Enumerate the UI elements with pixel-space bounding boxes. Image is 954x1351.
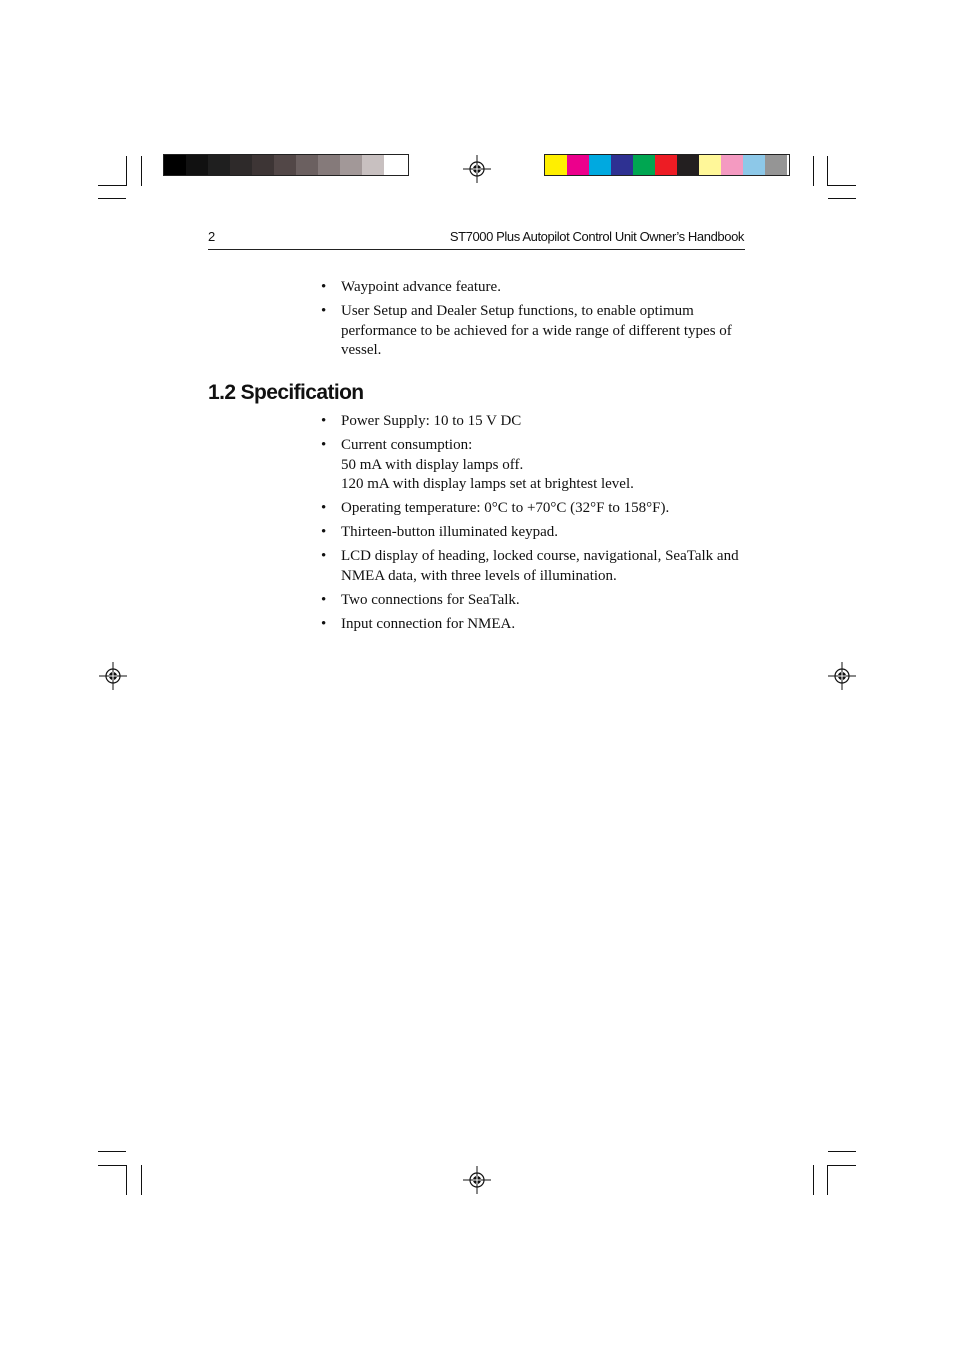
list-item xyxy=(321,615,751,635)
crop-mark xyxy=(141,156,142,186)
color-swatch xyxy=(589,155,611,175)
intro-bullet-list xyxy=(321,278,751,365)
crop-mark xyxy=(98,185,126,186)
bullet-icon: • xyxy=(321,303,327,319)
list-item-text: Operating temperature: 0°C to +70°C (32°F to 158°F). xyxy=(341,500,670,516)
list-item-text: 120 mA with display lamps set at brightest level. xyxy=(341,476,634,492)
crop-mark xyxy=(813,156,814,186)
list-item xyxy=(321,523,751,543)
color-swatch xyxy=(611,155,633,175)
color-swatch xyxy=(743,155,765,175)
crop-mark xyxy=(141,1165,142,1195)
color-swatch xyxy=(164,155,186,175)
crop-mark xyxy=(98,198,126,199)
color-swatch xyxy=(274,155,296,175)
color-swatch xyxy=(765,155,787,175)
crop-mark xyxy=(827,1165,828,1195)
color-swatch xyxy=(208,155,230,175)
crop-mark xyxy=(828,198,856,199)
crop-mark xyxy=(828,1151,856,1152)
bullet-icon: • xyxy=(321,524,327,540)
color-swatch xyxy=(340,155,362,175)
color-swatch xyxy=(296,155,318,175)
list-item xyxy=(321,499,751,519)
color-swatch xyxy=(252,155,274,175)
gray-calibration-bar xyxy=(163,154,409,176)
list-item-text: 50 mA with display lamps off. xyxy=(341,456,524,473)
list-item-text: Thirteen-button illuminated keypad. xyxy=(341,524,559,540)
list-item-text: vessel. xyxy=(341,342,382,358)
registration-target-icon xyxy=(99,662,127,690)
header-rule xyxy=(208,249,745,250)
color-swatch xyxy=(677,155,699,175)
color-swatch xyxy=(655,155,677,175)
bullet-icon: • xyxy=(321,591,327,608)
list-item-text: Current consumption: xyxy=(341,437,473,453)
list-item-text: performance to be achieved for a wide range of different types of xyxy=(341,322,732,339)
color-swatch xyxy=(567,155,589,175)
color-calibration-bar xyxy=(544,154,790,176)
list-item-text: NMEA data, with three levels of illumination. xyxy=(341,567,617,584)
registration-target-icon xyxy=(828,662,856,690)
list-item xyxy=(321,547,751,586)
crop-mark xyxy=(828,1165,856,1166)
list-item-text: LCD display of heading, locked course, navigational, SeaTalk and xyxy=(341,548,739,564)
section-heading: 1.2 Specification xyxy=(208,381,364,404)
bullet-icon: • xyxy=(321,615,327,632)
list-item xyxy=(321,412,751,432)
color-swatch xyxy=(384,155,406,175)
bullet-icon: • xyxy=(321,548,327,564)
list-item xyxy=(321,591,751,611)
crop-mark xyxy=(98,1151,126,1152)
list-item xyxy=(321,278,751,298)
list-item-text: Power Supply: 10 to 15 V DC xyxy=(341,413,522,429)
registration-target-icon xyxy=(463,1166,491,1194)
bullet-icon: • xyxy=(321,279,327,295)
crop-mark xyxy=(813,1165,814,1195)
list-item xyxy=(321,302,751,361)
crop-mark xyxy=(126,156,127,186)
color-swatch xyxy=(545,155,567,175)
bullet-icon: • xyxy=(321,500,327,516)
color-swatch xyxy=(633,155,655,175)
list-item xyxy=(321,436,751,495)
color-swatch xyxy=(318,155,340,175)
crop-mark xyxy=(98,1165,126,1166)
list-item-text: Two connections for SeaTalk. xyxy=(341,591,520,608)
specification-bullet-list xyxy=(321,412,751,639)
color-swatch xyxy=(721,155,743,175)
bullet-icon: • xyxy=(321,437,327,453)
list-item-text: Input connection for NMEA. xyxy=(341,615,516,632)
list-item-text: Waypoint advance feature. xyxy=(341,279,501,295)
color-swatch xyxy=(699,155,721,175)
color-swatch xyxy=(362,155,384,175)
registration-target-icon xyxy=(463,155,491,183)
crop-mark xyxy=(828,185,856,186)
crop-mark xyxy=(126,1165,127,1195)
color-swatch xyxy=(230,155,252,175)
running-title: ST7000 Plus Autopilot Control Unit Owner’s Handbook xyxy=(449,229,744,244)
list-item-text: User Setup and Dealer Setup functions, to enable optimum xyxy=(341,303,694,319)
color-swatch xyxy=(186,155,208,175)
bullet-icon: • xyxy=(321,413,327,429)
crop-mark xyxy=(827,156,828,186)
page-number: 2 xyxy=(208,229,216,244)
